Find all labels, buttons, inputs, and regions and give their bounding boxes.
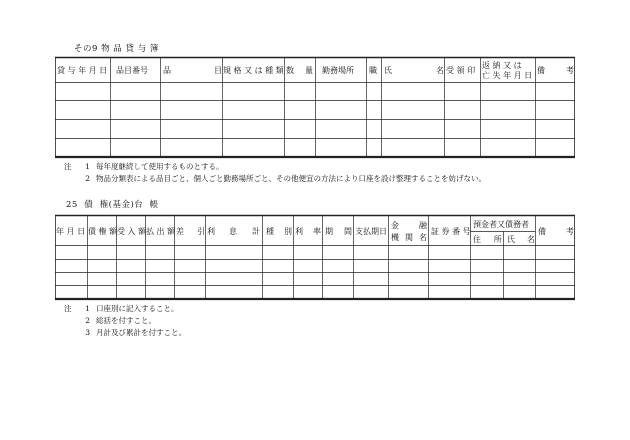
header-period-b: 間 bbox=[344, 227, 352, 236]
header-remarks2-b: 考 bbox=[566, 227, 574, 236]
header-fin-c: 機 bbox=[391, 233, 399, 242]
notes-lending-register bbox=[64, 161, 486, 185]
notes-bond-ledger bbox=[64, 303, 186, 339]
notes-label: 注 bbox=[64, 162, 72, 171]
header-ledger-date: 年 月 日 bbox=[56, 227, 86, 236]
note-text: 総括を付すこと。 bbox=[96, 316, 156, 325]
header-item-a: 品 bbox=[163, 66, 171, 75]
header-item-number: 品目番号 bbox=[116, 66, 148, 75]
note-item bbox=[64, 161, 486, 173]
header-workplace: 勤務場所 bbox=[322, 66, 354, 75]
header-rate-a: 利 bbox=[295, 227, 303, 236]
header-kind-a: 種 bbox=[266, 227, 274, 236]
header-paid-amount: 払 出 額 bbox=[146, 227, 176, 236]
header-remarks2-a: 備 bbox=[538, 227, 546, 236]
header-period-a: 期 bbox=[325, 227, 333, 236]
header-interest-b: 息 bbox=[229, 227, 237, 236]
notes-label: 注 bbox=[64, 304, 72, 313]
header-spec: 規 格 又 は 種 類 bbox=[223, 66, 284, 75]
note-number: 2 bbox=[85, 316, 90, 325]
header-payment-date: 支払期日 bbox=[355, 227, 387, 236]
header-return-line1: 返 納 又 は bbox=[482, 61, 522, 70]
note-text: 口座別に記入すること。 bbox=[96, 304, 179, 313]
note-item bbox=[64, 327, 186, 339]
header-certificate-number: 証 券 番 号 bbox=[431, 227, 471, 236]
header-balance: 差 bbox=[176, 227, 184, 236]
header-bond-amount: 債 権 額 bbox=[88, 227, 118, 236]
header-fin-b: 融 bbox=[419, 221, 427, 230]
header-remarks-a: 備 bbox=[537, 66, 545, 75]
header-item-b: 目 bbox=[214, 66, 222, 75]
section1-title: その9 物 品 貸 与 簿 bbox=[74, 44, 159, 54]
note-text: 毎年度継続して使用するものとする。 bbox=[96, 162, 224, 171]
header-rate-b: 率 bbox=[313, 227, 321, 236]
header-remarks-b: 考 bbox=[566, 66, 574, 75]
note-item bbox=[64, 303, 186, 315]
note-number: 3 bbox=[85, 328, 90, 337]
note-number: 2 bbox=[85, 174, 90, 183]
header-interest-calc: 計 bbox=[252, 227, 260, 236]
note-number: 1 bbox=[85, 304, 90, 313]
header-name-a: 氏 bbox=[384, 66, 392, 75]
header-fin-a: 金 bbox=[391, 221, 399, 230]
header-dname-a: 氏 bbox=[507, 235, 515, 244]
header-qty-a: 数 bbox=[286, 66, 294, 75]
header-depositor-debtor: 預金者又債務者 bbox=[473, 220, 529, 229]
header-kind-b: 別 bbox=[284, 227, 292, 236]
header-address: 住 所 bbox=[473, 235, 502, 244]
header-receipt-seal: 受 領 印 bbox=[446, 66, 476, 75]
note-item bbox=[64, 315, 186, 327]
header-return-line2: 亡 失 年 月 日 bbox=[482, 71, 533, 80]
header-post: 職 bbox=[369, 66, 377, 75]
header-qty-b: 量 bbox=[305, 66, 313, 75]
header-lending-date: 貸 与 年 月 日 bbox=[57, 66, 108, 75]
header-dname-b: 名 bbox=[527, 235, 535, 244]
section2-title: 25 債 権(基金)台 帳 bbox=[66, 200, 159, 210]
header-name-b: 名 bbox=[436, 66, 444, 75]
note-text: 物品分類表による品目ごと、個人ごと勤務場所ごと、その他便宜の方法により口座を設け整理することを妨げない。 bbox=[96, 174, 486, 183]
header-interest-a: 利 bbox=[207, 227, 215, 236]
header-fin-e: 名 bbox=[419, 233, 427, 242]
note-number: 1 bbox=[85, 162, 90, 171]
header-deduct: 引 bbox=[197, 227, 205, 236]
note-item bbox=[64, 173, 486, 185]
header-received-amount: 受 入 額 bbox=[117, 227, 147, 236]
header-fin-d: 関 bbox=[405, 233, 413, 242]
note-text: 月計及び累計を付すこと。 bbox=[96, 328, 186, 337]
